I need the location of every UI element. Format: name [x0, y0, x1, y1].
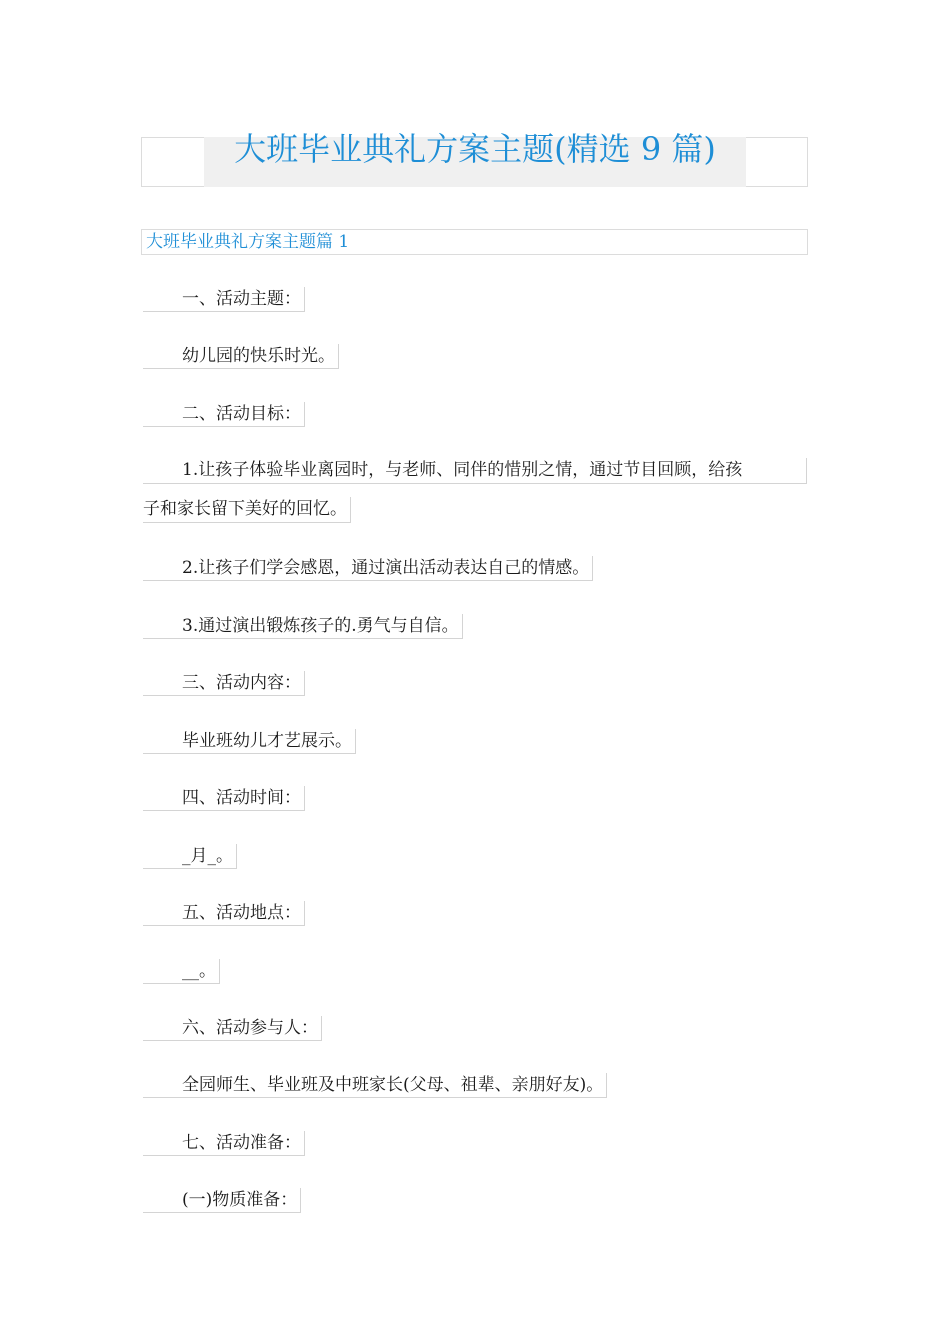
paragraph: [143, 556, 593, 581]
paragraph-text: 一、活动主题：: [143, 287, 305, 312]
paragraph: [143, 1016, 322, 1041]
paragraph: [143, 1131, 305, 1156]
paragraph: [143, 344, 339, 369]
paragraph: [143, 1188, 301, 1213]
paragraph-text: 毕业班幼儿才艺展示。: [143, 729, 356, 754]
paragraph-text: 全园师生、毕业班及中班家长(父母、祖辈、亲朋好友)。: [143, 1073, 607, 1098]
paragraph-text: 1.让孩子体验毕业离园时，与老师、同伴的惜别之情，通过节目回顾，给孩: [143, 458, 807, 484]
paragraph-text: (一)物质准备：: [143, 1188, 301, 1213]
paragraph-text: 3.通过演出锻炼孩子的.勇气与自信。: [143, 614, 463, 639]
paragraph: [143, 959, 220, 984]
paragraph: [143, 844, 237, 869]
paragraph-text: 子和家长留下美好的回忆。: [143, 497, 351, 523]
paragraph-text: 二、活动目标：: [143, 402, 305, 427]
paragraph: [143, 1073, 607, 1098]
paragraph-text: 五、活动地点：: [143, 901, 305, 926]
document-title: 大班毕业典礼方案主题(精选 9 篇): [234, 130, 716, 168]
paragraph: [143, 614, 463, 639]
paragraph-text: 2.让孩子们学会感恩，通过演出活动表达自己的情感。: [143, 556, 593, 581]
paragraph: [143, 671, 305, 696]
paragraph: [143, 287, 305, 312]
paragraph-text: 三、活动内容：: [143, 671, 305, 696]
paragraph-text: __。: [143, 959, 220, 984]
paragraph-text: 六、活动参与人：: [143, 1016, 322, 1041]
paragraph: [143, 402, 305, 427]
paragraph: [143, 729, 356, 754]
paragraph: [143, 901, 305, 926]
paragraph: [143, 786, 305, 811]
paragraph-text: _月_。: [143, 844, 237, 869]
paragraph-text: 幼儿园的快乐时光。: [143, 344, 339, 369]
paragraph-text: 四、活动时间：: [143, 786, 305, 811]
paragraph-text: 七、活动准备：: [143, 1131, 305, 1156]
section-heading: 大班毕业典礼方案主题篇 1: [141, 229, 808, 255]
